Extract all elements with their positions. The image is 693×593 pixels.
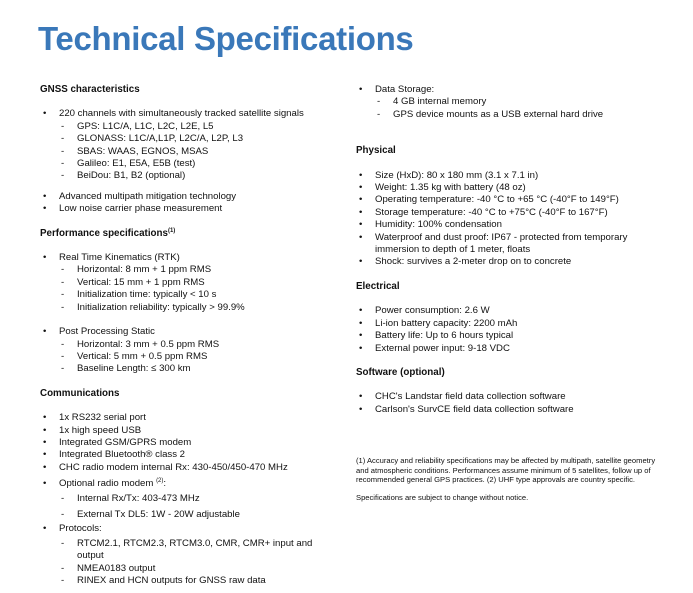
software-item: • CHC's Landstar field data collection software (356, 391, 666, 403)
protocols-title: • Protocols: (40, 523, 340, 535)
gnss-signal: - GLONASS: L1C/A,L1P, L2C/A, L2P, L3 (40, 133, 340, 145)
data-storage-title: • Data Storage: (356, 84, 666, 96)
physical-item: • Weight: 1.35 kg with battery (48 oz) (356, 182, 666, 194)
right-column (356, 84, 666, 503)
optional-radio-item: - Internal Rx/Tx: 403-473 MHz (40, 493, 340, 505)
rtk-item: - Initialization time: typically < 10 s (40, 289, 340, 301)
communications-heading: Communications (40, 387, 120, 399)
gnss-other-list (40, 191, 340, 216)
physical-item: • Storage temperature: -40 °C to +75°C (-40°F to 167°F) (356, 207, 666, 219)
gnss-feature: • Low noise carrier phase measurement (40, 203, 340, 215)
physical-item: • Waterproof and dust proof: IP67 - protected from temporary immersion to depth of 1 meter, floats (356, 232, 666, 257)
electrical-item: • Power consumption: 2.6 W (356, 305, 666, 317)
software-item: • Carlson's SurvCE field data collection software (356, 404, 666, 416)
communications-list (40, 412, 340, 587)
gnss-channels: • 220 channels with simultaneously tracked satellite signals (40, 108, 340, 120)
comm-item: • Integrated Bluetooth® class 2 (40, 449, 340, 461)
electrical-item: • Battery life: Up to 6 hours typical (356, 330, 666, 342)
optional-radio-text: Optional radio modem (59, 478, 154, 490)
rtk-title: • Real Time Kinematics (RTK) (40, 252, 340, 264)
data-storage-item: - 4 GB internal memory (356, 96, 666, 108)
physical-list (356, 170, 666, 269)
pps-list (40, 326, 340, 376)
physical-item: • Size (HxD): 80 x 180 mm (3.1 x 7.1 in) (356, 170, 666, 182)
optional-radio-footnote-ref: (2) (156, 478, 164, 485)
rtk-list (40, 252, 340, 314)
gnss-signal: - BeiDou: B1, B2 (optional) (40, 170, 340, 182)
data-storage-list (356, 84, 666, 121)
optional-radio-item: - External Tx DL5: 1W - 20W adjustable (40, 509, 340, 521)
comm-item: • CHC radio modem internal Rx: 430-450/450-470 MHz (40, 462, 340, 474)
rtk-item: - Vertical: 15 mm + 1 ppm RMS (40, 277, 340, 289)
pps-title: • Post Processing Static (40, 326, 340, 338)
performance-footnote-ref: (1) (167, 227, 176, 234)
data-storage-item: - GPS device mounts as a USB external hard drive (356, 109, 666, 121)
physical-heading: Physical (356, 145, 396, 157)
physical-item: • Shock: survives a 2-meter drop on to concrete (356, 256, 666, 268)
gnss-heading: GNSS characteristics (40, 84, 140, 95)
electrical-item: • External power input: 9-18 VDC (356, 343, 666, 355)
gnss-feature: • Advanced multipath mitigation technology (40, 191, 340, 203)
rtk-item: - Horizontal: 8 mm + 1 ppm RMS (40, 264, 340, 276)
physical-item: • Humidity: 100% condensation (356, 219, 666, 231)
protocol-item: - RINEX and HCN outputs for GNSS raw data (40, 575, 340, 587)
gnss-signal: - Galileo: E1, E5A, E5B (test) (40, 158, 340, 170)
pps-item: - Vertical: 5 mm + 0.5 ppm RMS (40, 351, 340, 363)
rtk-item: - Initialization reliability: typically > 99.9% (40, 302, 340, 314)
performance-heading (40, 228, 340, 240)
protocol-item: - RTCM2.1, RTCM2.3, RTCM3.0, CMR, CMR+ input and output (40, 538, 340, 563)
comm-item: • 1x high speed USB (40, 425, 340, 437)
performance-heading-text: Performance specifications (40, 227, 168, 239)
pps-item: - Horizontal: 3 mm + 0.5 ppm RMS (40, 339, 340, 351)
gnss-list (40, 108, 340, 182)
page-title: Technical Specifications (38, 20, 414, 57)
gnss-signal: - SBAS: WAAS, EGNOS, MSAS (40, 146, 340, 158)
software-heading: Software (optional) (356, 366, 445, 378)
comm-item: • Integrated GSM/GPRS modem (40, 437, 340, 449)
electrical-heading: Electrical (356, 280, 400, 292)
electrical-item: • Li-ion battery capacity: 2200 mAh (356, 318, 666, 330)
comm-item: • 1x RS232 serial port (40, 412, 340, 424)
pps-item: - Baseline Length: ≤ 300 km (40, 363, 340, 375)
electrical-list (356, 305, 666, 355)
left-column (40, 84, 340, 587)
protocol-item: - NMEA0183 output (40, 563, 340, 575)
physical-item: • Operating temperature: -40 °C to +65 °C (-40°F to 149°F) (356, 194, 666, 206)
change-note: Specifications are subject to change without notice. (356, 492, 529, 502)
footnote: (1) Accuracy and reliability specifications may be affected by multipath, satellite geometry and atmospheric conditions. Performances assume minimum of 5 satellites, follow up of recommended general GPS practices. (2) UHF type approvals are country specific. (356, 456, 656, 485)
optional-radio-title: • Optional radio modem $^{(2)}$: (40, 478, 340, 490)
gnss-signal: - GPS: L1C/A, L1C, L2C, L2E, L5 (40, 121, 340, 133)
software-list (356, 391, 666, 416)
